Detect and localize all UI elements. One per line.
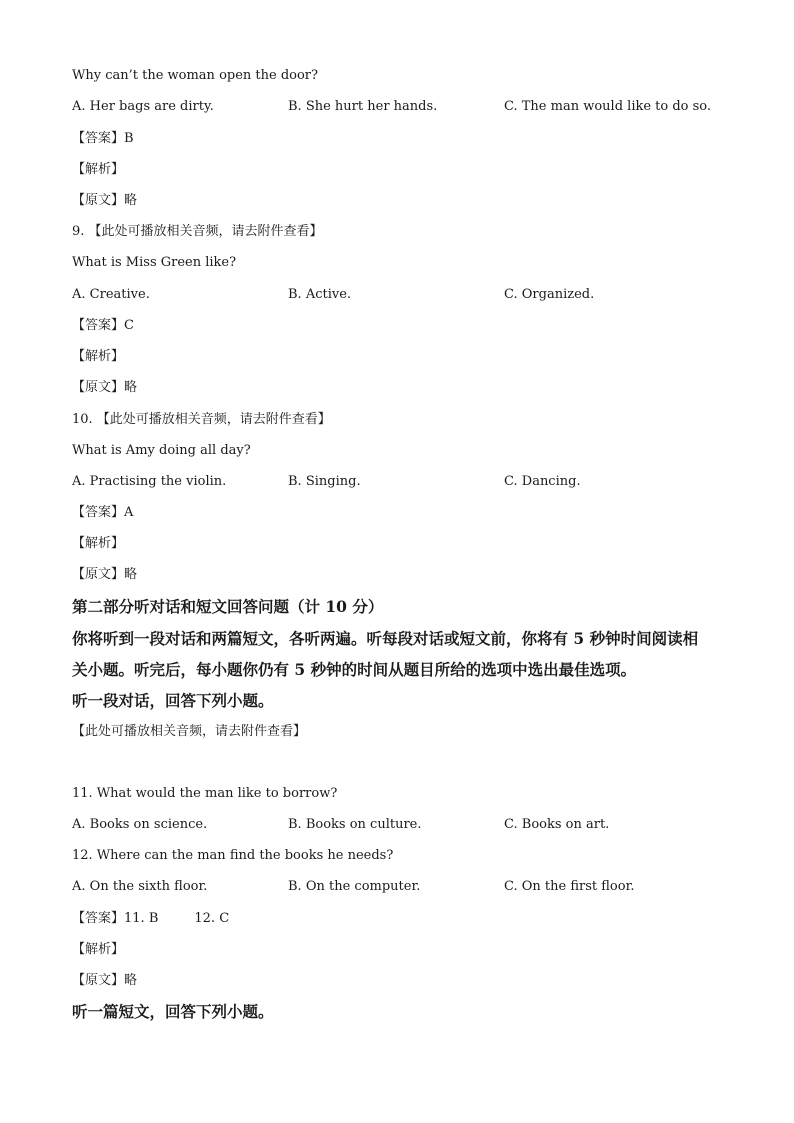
option-letter: B. — [288, 287, 302, 302]
q11-12-original: 【原文】略 — [72, 973, 138, 988]
option-text: On the first floor. — [521, 879, 635, 894]
option-letter: C. — [504, 474, 518, 489]
q12-question: 12. Where can the man find the books he needs? — [72, 848, 394, 863]
option-letter: A. — [72, 879, 86, 894]
option-letter: C. — [504, 879, 518, 894]
option-letter: B. — [288, 879, 302, 894]
q11-12-analysis: 【解析】 — [72, 942, 125, 957]
q11-question: 11. What would the man like to borrow? — [72, 786, 338, 801]
audio-note: 【此处可播放相关音频，请去附件查看】 — [72, 724, 307, 739]
option-text: Practising the violin. — [89, 474, 227, 489]
q11-option-c — [504, 816, 609, 834]
q10-question: What is Amy doing all day? — [72, 443, 251, 458]
option-text: On the sixth floor. — [89, 879, 208, 894]
option-text: Books on art. — [521, 817, 610, 832]
q9-option-a — [72, 286, 150, 304]
q8-analysis: 【解析】 — [72, 162, 125, 177]
q8-question: Why can’t the woman open the door? — [72, 68, 318, 83]
q12-option-c — [504, 878, 635, 896]
part2-instruction-line1: 你将听到一段对话和两篇短文，各听两遍。听每段对话或短文前，你将有 5 秒钟时间阅读相 — [72, 629, 699, 648]
option-letter: B. — [288, 99, 302, 114]
option-text: Her bags are dirty. — [89, 99, 214, 114]
q12-option-b — [288, 878, 420, 896]
q8-option-a — [72, 98, 214, 116]
q9-answer: 【答案】C — [72, 318, 134, 333]
q9-original: 【原文】略 — [72, 380, 138, 395]
q11-option-a — [72, 816, 207, 834]
option-text: Organized. — [521, 287, 595, 302]
option-text: Books on culture. — [305, 817, 422, 832]
q9-analysis: 【解析】 — [72, 349, 125, 364]
option-letter: C. — [504, 99, 518, 114]
option-text: The man would like to do so. — [521, 99, 712, 114]
passage-intro: 听一篇短文，回答下列小题。 — [72, 1002, 274, 1021]
option-letter: A. — [72, 287, 86, 302]
option-text: Active. — [305, 287, 352, 302]
option-letter: C. — [504, 287, 518, 302]
q9-question: What is Miss Green like? — [72, 255, 237, 270]
q10-answer: 【答案】A — [72, 505, 134, 520]
answer-12: 12. C — [194, 911, 230, 926]
answer-label: 【答案】 — [72, 911, 125, 926]
q11-option-b — [288, 816, 422, 834]
q10-original: 【原文】略 — [72, 567, 138, 582]
option-text: On the computer. — [305, 879, 421, 894]
q9-number: 9. 【此处可播放相关音频，请去附件查看】 — [72, 224, 323, 239]
q9-option-c — [504, 286, 594, 304]
q10-option-b — [288, 473, 361, 491]
option-text: She hurt her hands. — [305, 99, 438, 114]
option-letter: A. — [72, 817, 86, 832]
option-letter: A. — [72, 99, 86, 114]
q10-option-a — [72, 473, 226, 491]
q8-answer: 【答案】B — [72, 131, 134, 146]
option-text: Creative. — [89, 287, 150, 302]
q8-original: 【原文】略 — [72, 193, 138, 208]
option-letter: A. — [72, 474, 86, 489]
option-text: Books on science. — [89, 817, 208, 832]
q10-number: 10. 【此处可播放相关音频，请去附件查看】 — [72, 412, 331, 427]
answer-11: 11. B — [124, 911, 159, 926]
q8-option-c — [504, 98, 711, 116]
q11-12-answer — [72, 910, 229, 928]
option-letter: B. — [288, 474, 302, 489]
q9-option-b — [288, 286, 351, 304]
q8-option-b — [288, 98, 437, 116]
option-letter: B. — [288, 817, 302, 832]
q12-option-a — [72, 878, 207, 896]
option-text: Singing. — [305, 474, 361, 489]
q10-option-c — [504, 473, 581, 491]
dialogue-intro: 听一段对话，回答下列小题。 — [72, 691, 274, 710]
option-letter: C. — [504, 817, 518, 832]
part2-heading: 第二部分听对话和短文回答问题（计 10 分） — [72, 597, 384, 616]
option-text: Dancing. — [521, 474, 581, 489]
part2-instruction-line2: 关小题。听完后，每小题你仍有 5 秒钟的时间从题目所给的选项中选出最佳选项。 — [72, 660, 637, 679]
q10-analysis: 【解析】 — [72, 536, 125, 551]
